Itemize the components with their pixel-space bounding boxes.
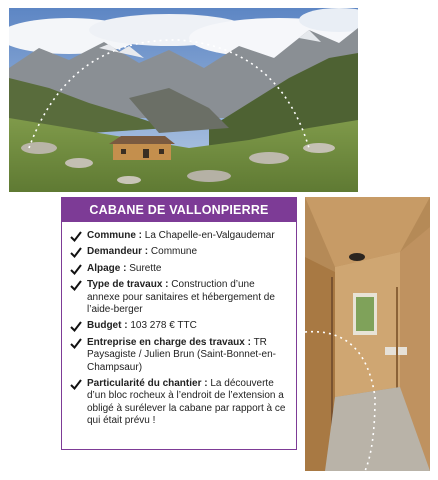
check-icon	[70, 321, 82, 332]
item-value: La Chapelle-en-Valgaudemar	[144, 230, 275, 241]
item-value: 103 278 € TTC	[130, 320, 197, 332]
item-value: La découverte d’un bloc rocheux à l’endroit de l’extension a obligé à surélever la cabane par rapport à ce qui était prévu !	[87, 378, 286, 427]
item-label: Alpage :	[87, 262, 127, 274]
item-value: TR Paysagiste / Julien Brun (Saint-Bonnet-en-Champsaur)	[87, 336, 276, 373]
item-value: Commune	[150, 246, 198, 258]
item-value: Surette	[129, 262, 162, 274]
item-label: Budget :	[87, 320, 128, 332]
check-icon	[70, 247, 82, 258]
item-value: Construction d’une annexe pour sanitaires et hébergement de l’aide-berger	[87, 279, 275, 316]
item-label: Entreprise en charge des travaux :	[87, 336, 251, 348]
info-card	[61, 197, 297, 450]
item-label: Commune :	[87, 230, 142, 241]
check-icon	[70, 231, 82, 242]
list-item-entreprise	[70, 337, 290, 374]
details-list	[62, 222, 296, 428]
list-item-alpage	[70, 263, 290, 275]
check-icon	[70, 280, 82, 291]
landscape-photo	[9, 8, 358, 192]
list-item-particularite	[70, 378, 290, 428]
check-icon	[70, 264, 82, 275]
item-label: Particularité du chantier :	[87, 378, 208, 390]
interior-photo	[305, 197, 430, 471]
list-item-commune	[70, 230, 290, 242]
check-icon	[70, 338, 82, 349]
item-label: Type de travaux :	[87, 279, 169, 291]
list-item-type-travaux	[70, 279, 290, 316]
card-title: CABANE DE VALLONPIERRE	[62, 198, 296, 222]
check-icon	[70, 379, 82, 390]
item-label: Demandeur :	[87, 246, 149, 258]
list-item-demandeur	[70, 246, 290, 258]
list-item-budget	[70, 320, 290, 332]
